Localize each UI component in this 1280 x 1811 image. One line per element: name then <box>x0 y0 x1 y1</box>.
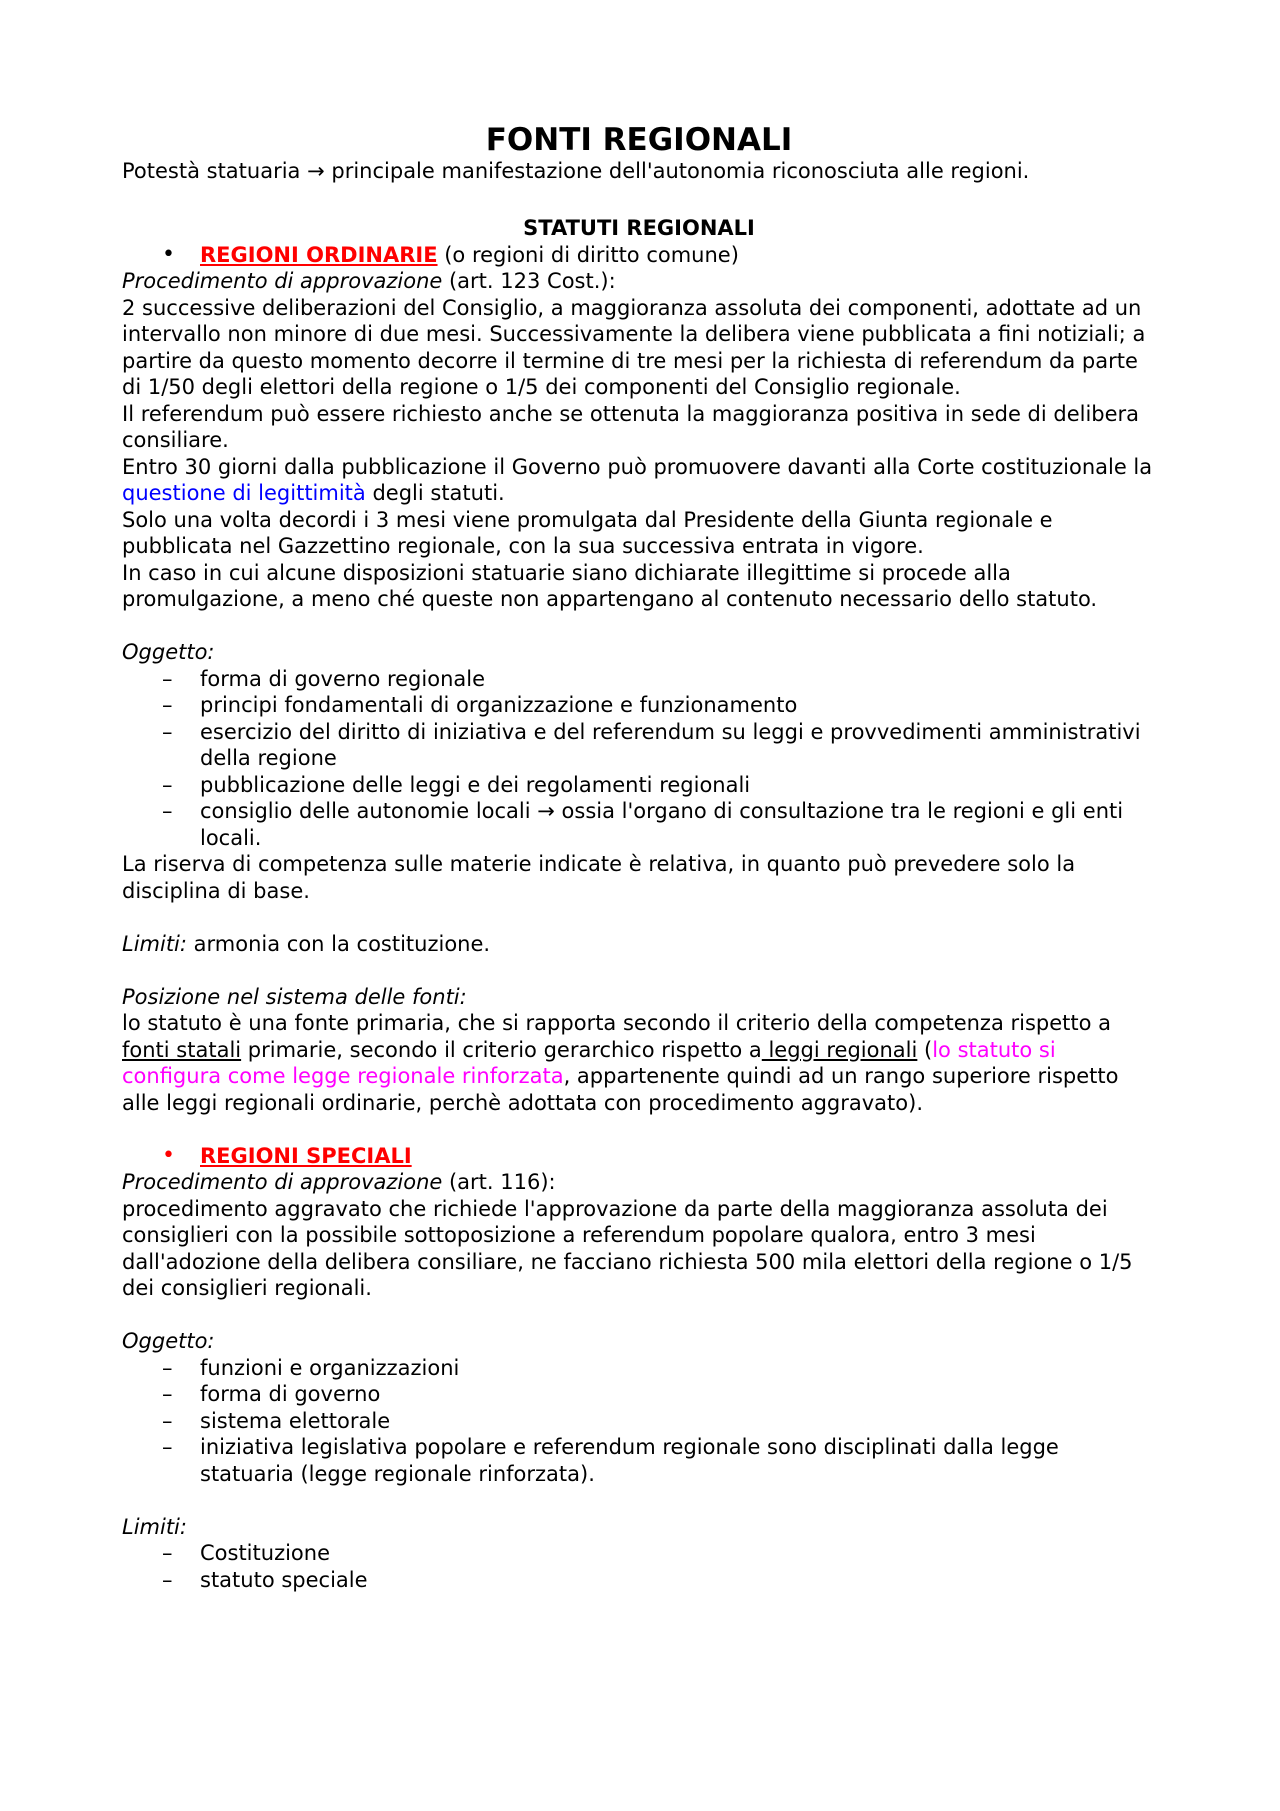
leggi-regionali-text: leggi regionali <box>761 1037 918 1062</box>
speciali-procedure-label: Procedimento di approvazione <box>122 1170 443 1194</box>
ordinarie-oggetto-label: Oggetto: <box>122 640 215 664</box>
list-item-text: pubblicazione delle leggi e dei regolamenti regionali <box>200 772 751 797</box>
ordinarie-paragraph-3 <box>122 454 1156 507</box>
bullet-icon: • <box>162 1142 175 1168</box>
ordinarie-posizione-text <box>122 1010 1156 1116</box>
speciali-heading-label: REGIONI SPECIALI <box>200 1143 412 1168</box>
list-item-text: funzioni e organizzazioni <box>200 1355 460 1380</box>
list-item-text: forma di governo <box>200 1382 381 1406</box>
ordinarie-riserva: La riserva di competenza sulle materie indicate è relativa, in quanto può prevedere solo la disciplina di base. <box>122 852 1076 903</box>
legge-rinforzata-text: lo statuto si configura come legge regionale rinforzata <box>122 1037 1056 1088</box>
dash-icon: – <box>162 772 173 797</box>
ordinarie-limiti-label: Limiti: <box>122 931 187 956</box>
speciali-procedure-line <box>122 1169 1156 1196</box>
fonti-statali-text: fonti statali <box>122 1037 242 1062</box>
list-item <box>122 1381 1156 1408</box>
list-item-text: sistema elettorale <box>200 1408 391 1433</box>
dash-icon: – <box>162 1541 173 1565</box>
list-item <box>122 798 1156 851</box>
dash-icon: – <box>162 1435 173 1459</box>
speciali-oggetto-list <box>122 1355 1156 1488</box>
ordinarie-procedure-label: Procedimento di approvazione <box>122 269 443 293</box>
ordinarie-paragraph-2: Il referendum può essere richiesto anche se ottenuta la maggioranza positiva in sede di delibera consiliare. <box>122 401 1140 452</box>
ordinarie-heading <box>122 242 1156 269</box>
ordinarie-paragraph-1: 2 successive deliberazioni del Consiglio, a maggioranza assoluta dei componenti, adottate ad un intervallo non minore di due mesi. Successivamente la delibera viene pubblicata a fini notiziali; a partire da questo momento decorre il termine di tre mesi per la richiesta di referendum da parte di 1/50 degli elettori della regione o 1/5 dei componenti del Consiglio regionale. <box>122 295 1146 399</box>
dash-icon: – <box>162 799 173 823</box>
speciali-heading <box>122 1143 1156 1170</box>
list-item <box>122 1540 1156 1567</box>
ordinarie-heading-label: REGIONI ORDINARIE <box>200 242 438 267</box>
speciali-paragraph-1: procedimento aggravato che richiede l'approvazione da parte della maggioranza assoluta dei consiglieri con la possibile sottoposizione a referendum popolare qualora, entro 3 mesi dall'adozione della delibera consiliare, ne facciano richiesta 500 mila elettori della regione o 1/5 dei consiglieri regionali. <box>122 1196 1133 1300</box>
speciali-heading-list <box>122 1143 1156 1170</box>
pos-d: , appartenente quindi ad un rango superiore rispetto alle leggi regionali ordinarie, perchè adottata con procedimento aggravato). <box>122 1064 1119 1115</box>
speciali-oggetto-label: Oggetto: <box>122 1329 215 1353</box>
list-item-text: principi fondamentali di organizzazione e funzionamento <box>200 693 798 717</box>
legittimita-link[interactable]: questione di legittimità <box>122 481 366 505</box>
list-item <box>122 692 1156 719</box>
ordinarie-posizione-label: Posizione nel sistema delle fonti: <box>122 984 467 1009</box>
ordinarie-oggetto-list <box>122 666 1156 852</box>
ordinarie-p3-end: degli statuti. <box>365 481 505 505</box>
dash-icon: – <box>162 666 173 691</box>
ordinarie-procedure-line <box>122 268 1156 295</box>
speciali-procedure-ref: (art. 116): <box>442 1170 556 1194</box>
pos-c: ( <box>917 1037 933 1062</box>
ordinarie-limiti-line <box>122 931 1156 958</box>
ordinarie-procedure-ref: (art. 123 Cost.): <box>442 269 616 293</box>
ordinarie-heading-suffix: (o regioni di diritto comune) <box>437 242 739 267</box>
list-item-text: consiglio delle autonomie locali → ossia l'organo di consultazione tra le regioni e gli enti locali. <box>200 799 1124 850</box>
list-item-text: esercizio del diritto di iniziativa e del referendum su leggi e provvedimenti amministrativi della regione <box>200 719 1141 770</box>
speciali-limiti-list <box>122 1540 1156 1593</box>
speciali-limiti-label: Limiti: <box>122 1514 187 1539</box>
ordinarie-paragraph-4: Solo una volta decordi i 3 mesi viene promulgata dal Presidente della Giunta regionale e pubblicata nel Gazzettino regionale, con la sua successiva entrata in vigore. <box>122 507 1053 558</box>
ordinarie-paragraph-5: In caso in cui alcune disposizioni statuarie siano dichiarate illegittime si procede alla promulgazione, a meno ché queste non appartengano al contenuto necessario dello statuto. <box>122 560 1098 611</box>
intro-text: Potestà statuaria → principale manifestazione dell'autonomia riconosciuta alle regioni. <box>122 159 1030 183</box>
dash-icon: – <box>162 719 173 744</box>
dash-icon: – <box>162 1408 173 1433</box>
page-title: FONTI REGIONALI <box>485 122 793 158</box>
list-item <box>122 1408 1156 1435</box>
dash-icon: – <box>162 693 173 717</box>
list-item <box>122 772 1156 799</box>
list-item-text: forma di governo regionale <box>200 666 486 691</box>
list-item <box>122 1567 1156 1594</box>
list-item <box>122 1355 1156 1382</box>
dash-icon: – <box>162 1567 173 1592</box>
dash-icon: – <box>162 1355 173 1380</box>
dash-icon: – <box>162 1382 173 1406</box>
section-title: STATUTI REGIONALI <box>523 216 755 240</box>
list-item-text: statuto speciale <box>200 1567 368 1592</box>
bullet-icon: • <box>162 241 175 267</box>
list-item <box>122 1434 1156 1487</box>
list-item <box>122 719 1156 772</box>
ordinarie-p3-start: Entro 30 giorni dalla pubblicazione il Governo può promuovere davanti alla Corte costituzionale la <box>122 454 1153 479</box>
ordinarie-heading-list <box>122 242 1156 269</box>
list-item-text: iniziativa legislativa popolare e referendum regionale sono disciplinati dalla legge statuaria (legge regionale rinforzata). <box>200 1435 1059 1486</box>
list-item <box>122 666 1156 693</box>
pos-b: primarie, secondo il criterio gerarchico rispetto a <box>241 1037 762 1062</box>
ordinarie-limiti-text: armonia con la costituzione. <box>186 931 491 956</box>
pos-a: lo statuto è una fonte primaria, che si rapporta secondo il criterio della competenza rispetto a <box>122 1011 1112 1035</box>
list-item-text: Costituzione <box>200 1541 330 1565</box>
